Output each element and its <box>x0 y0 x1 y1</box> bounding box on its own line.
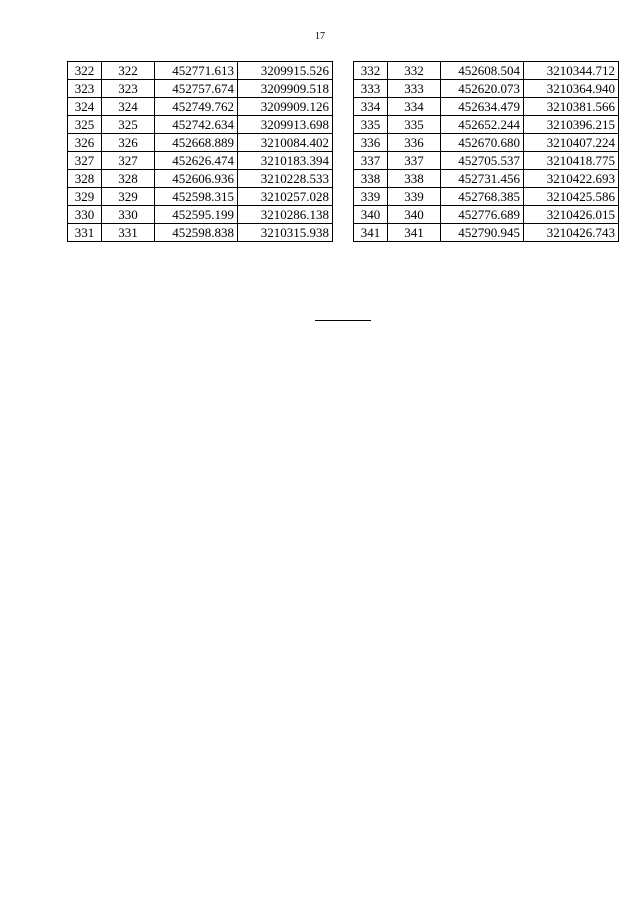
point-number-cell: 335 <box>354 116 388 134</box>
y-coordinate-cell: 3210407.224 <box>524 134 619 152</box>
table-row <box>68 98 333 116</box>
x-coordinate-cell: 452757.674 <box>155 80 238 98</box>
point-number-cell: 333 <box>354 80 388 98</box>
point-id-cell: 327 <box>102 152 155 170</box>
x-coordinate-cell: 452668.889 <box>155 134 238 152</box>
y-coordinate-cell: 3209909.518 <box>238 80 333 98</box>
point-number-cell: 326 <box>68 134 102 152</box>
y-coordinate-cell: 3210257.028 <box>238 188 333 206</box>
point-id-cell: 335 <box>388 116 441 134</box>
point-id-cell: 339 <box>388 188 441 206</box>
table-row <box>68 170 333 188</box>
x-coordinate-cell: 452652.244 <box>441 116 524 134</box>
table-row <box>354 80 619 98</box>
y-coordinate-cell: 3210422.693 <box>524 170 619 188</box>
x-coordinate-cell: 452705.537 <box>441 152 524 170</box>
point-id-cell: 340 <box>388 206 441 224</box>
separator-line <box>315 320 371 321</box>
coordinates-table-left <box>67 61 333 242</box>
y-coordinate-cell: 3210425.586 <box>524 188 619 206</box>
point-number-cell: 328 <box>68 170 102 188</box>
y-coordinate-cell: 3210426.743 <box>524 224 619 242</box>
point-id-cell: 322 <box>102 62 155 80</box>
point-id-cell: 330 <box>102 206 155 224</box>
x-coordinate-cell: 452634.479 <box>441 98 524 116</box>
table-row <box>354 116 619 134</box>
table-row <box>68 224 333 242</box>
y-coordinate-cell: 3209915.526 <box>238 62 333 80</box>
coordinates-table-right <box>353 61 619 242</box>
point-number-cell: 330 <box>68 206 102 224</box>
table-row <box>68 188 333 206</box>
table-row <box>68 134 333 152</box>
y-coordinate-cell: 3210228.533 <box>238 170 333 188</box>
y-coordinate-cell: 3210344.712 <box>524 62 619 80</box>
point-id-cell: 332 <box>388 62 441 80</box>
y-coordinate-cell: 3210364.940 <box>524 80 619 98</box>
point-id-cell: 329 <box>102 188 155 206</box>
point-id-cell: 334 <box>388 98 441 116</box>
y-coordinate-cell: 3210426.015 <box>524 206 619 224</box>
x-coordinate-cell: 452749.762 <box>155 98 238 116</box>
point-id-cell: 337 <box>388 152 441 170</box>
y-coordinate-cell: 3210315.938 <box>238 224 333 242</box>
coordinates-table-left-body <box>68 62 333 242</box>
point-id-cell: 325 <box>102 116 155 134</box>
x-coordinate-cell: 452776.689 <box>441 206 524 224</box>
point-number-cell: 325 <box>68 116 102 134</box>
point-id-cell: 326 <box>102 134 155 152</box>
x-coordinate-cell: 452608.504 <box>441 62 524 80</box>
point-number-cell: 323 <box>68 80 102 98</box>
point-number-cell: 336 <box>354 134 388 152</box>
point-number-cell: 327 <box>68 152 102 170</box>
table-row <box>354 134 619 152</box>
y-coordinate-cell: 3210084.402 <box>238 134 333 152</box>
table-row <box>68 80 333 98</box>
point-number-cell: 331 <box>68 224 102 242</box>
table-row <box>68 62 333 80</box>
table-row <box>354 188 619 206</box>
y-coordinate-cell: 3210286.138 <box>238 206 333 224</box>
point-id-cell: 333 <box>388 80 441 98</box>
x-coordinate-cell: 452598.315 <box>155 188 238 206</box>
point-number-cell: 329 <box>68 188 102 206</box>
table-row <box>354 224 619 242</box>
x-coordinate-cell: 452771.613 <box>155 62 238 80</box>
point-number-cell: 338 <box>354 170 388 188</box>
point-id-cell: 331 <box>102 224 155 242</box>
point-number-cell: 341 <box>354 224 388 242</box>
x-coordinate-cell: 452768.385 <box>441 188 524 206</box>
table-row <box>68 206 333 224</box>
page-number: 17 <box>315 31 325 42</box>
x-coordinate-cell: 452595.199 <box>155 206 238 224</box>
x-coordinate-cell: 452620.073 <box>441 80 524 98</box>
coordinates-table-right-body <box>354 62 619 242</box>
x-coordinate-cell: 452598.838 <box>155 224 238 242</box>
point-number-cell: 339 <box>354 188 388 206</box>
point-number-cell: 324 <box>68 98 102 116</box>
x-coordinate-cell: 452731.456 <box>441 170 524 188</box>
point-id-cell: 336 <box>388 134 441 152</box>
table-row <box>68 116 333 134</box>
x-coordinate-cell: 452606.936 <box>155 170 238 188</box>
point-number-cell: 337 <box>354 152 388 170</box>
table-row <box>354 170 619 188</box>
x-coordinate-cell: 452742.634 <box>155 116 238 134</box>
point-id-cell: 324 <box>102 98 155 116</box>
point-number-cell: 334 <box>354 98 388 116</box>
point-number-cell: 322 <box>68 62 102 80</box>
table-row <box>354 206 619 224</box>
x-coordinate-cell: 452670.680 <box>441 134 524 152</box>
y-coordinate-cell: 3209913.698 <box>238 116 333 134</box>
point-id-cell: 328 <box>102 170 155 188</box>
point-number-cell: 332 <box>354 62 388 80</box>
table-row <box>68 152 333 170</box>
y-coordinate-cell: 3210418.775 <box>524 152 619 170</box>
table-row <box>354 62 619 80</box>
table-row <box>354 98 619 116</box>
y-coordinate-cell: 3210183.394 <box>238 152 333 170</box>
point-number-cell: 340 <box>354 206 388 224</box>
point-id-cell: 341 <box>388 224 441 242</box>
y-coordinate-cell: 3209909.126 <box>238 98 333 116</box>
x-coordinate-cell: 452626.474 <box>155 152 238 170</box>
table-row <box>354 152 619 170</box>
y-coordinate-cell: 3210381.566 <box>524 98 619 116</box>
x-coordinate-cell: 452790.945 <box>441 224 524 242</box>
point-id-cell: 338 <box>388 170 441 188</box>
point-id-cell: 323 <box>102 80 155 98</box>
y-coordinate-cell: 3210396.215 <box>524 116 619 134</box>
